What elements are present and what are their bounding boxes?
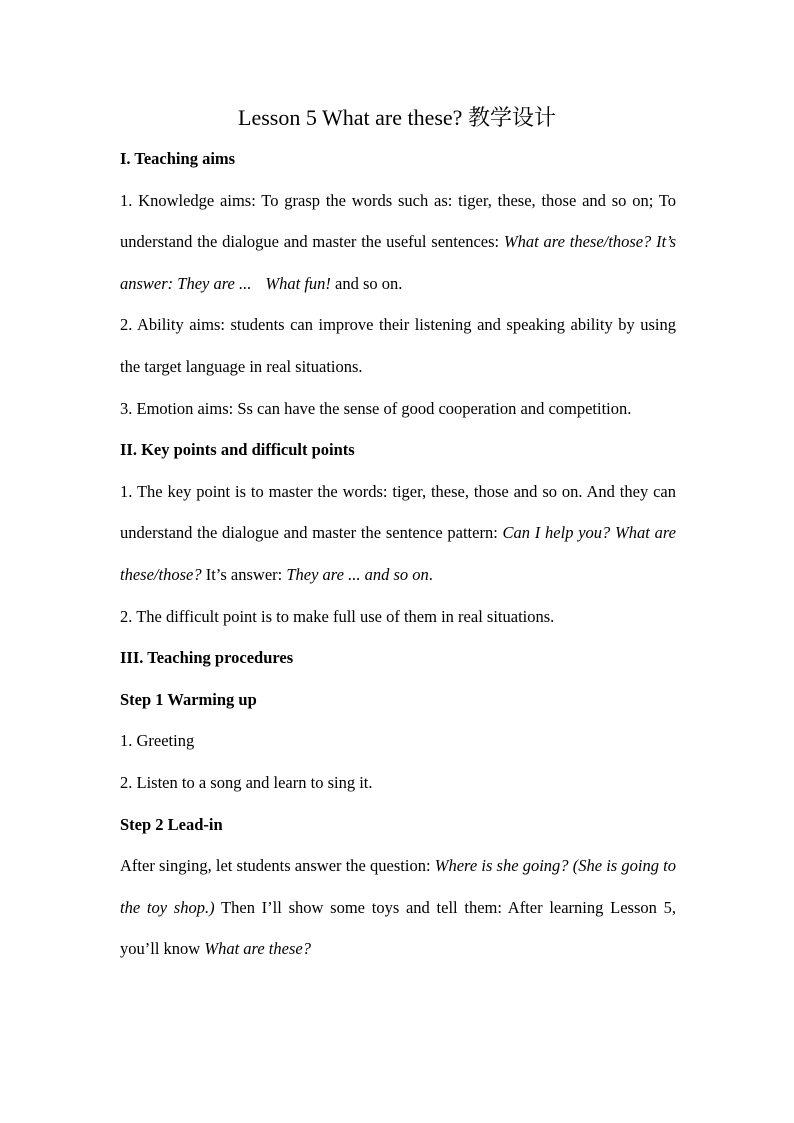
lead-in-paragraph: [120, 845, 676, 970]
lead-in-continuation: Then I’ll show some toys and tell them: After learning Lesson 5, you’ll know: [120, 897, 676, 959]
key-point-answer-example: They are ... and so on: [286, 564, 429, 584]
lead-in-text: After singing, let students answer the question:: [120, 856, 435, 876]
step-heading-lead-in: Step 2 Lead-in: [120, 814, 223, 834]
document-body: [120, 138, 676, 970]
step-heading-warming-up: Step 1 Warming up: [120, 689, 257, 709]
section-heading-key-points: II. Key points and difficult points: [120, 440, 355, 460]
warming-up-item-song: 2. Listen to a song and learn to sing it.: [120, 772, 373, 792]
warming-up-item-greeting: 1. Greeting: [120, 731, 195, 751]
lead-in-final-question: What are these?: [204, 939, 311, 959]
key-point-ending: .: [428, 564, 433, 584]
lead-in-question: Where is she going? (She is going to the toy shop.): [120, 856, 676, 917]
document-title: Lesson 5 What are these? 教学设计: [238, 105, 556, 130]
emotion-aims-paragraph: 3. Emotion aims: Ss can have the sense of good cooperation and competition.: [120, 398, 632, 418]
knowledge-aims-example-exclamation: What fun!: [265, 273, 331, 293]
key-point-paragraph: [120, 471, 676, 596]
knowledge-aims-example-sentences: What are these/those? It’s answer: They are ...: [120, 232, 676, 293]
knowledge-aims-ending: and so on.: [330, 273, 403, 293]
difficult-point-paragraph: 2. The difficult point is to make full use of them in real situations.: [120, 606, 555, 626]
knowledge-aims-text: 1. Knowledge aims: To grasp the words such as: tiger, these, those and so on; To understand the dialogue and master the useful sentences:: [120, 190, 676, 252]
section-heading-teaching-procedures: III. Teaching procedures: [120, 648, 294, 668]
section-heading-teaching-aims: I. Teaching aims: [120, 149, 236, 168]
key-point-example-sentences: Can I help you? What are these/those?: [120, 523, 676, 584]
knowledge-aims-paragraph: [120, 180, 676, 305]
key-point-text: 1. The key point is to master the words: tiger, these, those and so on. And they can understand the dialogue and master the sentence pattern:: [120, 481, 676, 543]
key-point-answer-label: It’s answer:: [201, 564, 287, 584]
ability-aims-paragraph: 2. Ability aims: students can improve their listening and speaking ability by using the target language in real situations.: [120, 315, 676, 376]
